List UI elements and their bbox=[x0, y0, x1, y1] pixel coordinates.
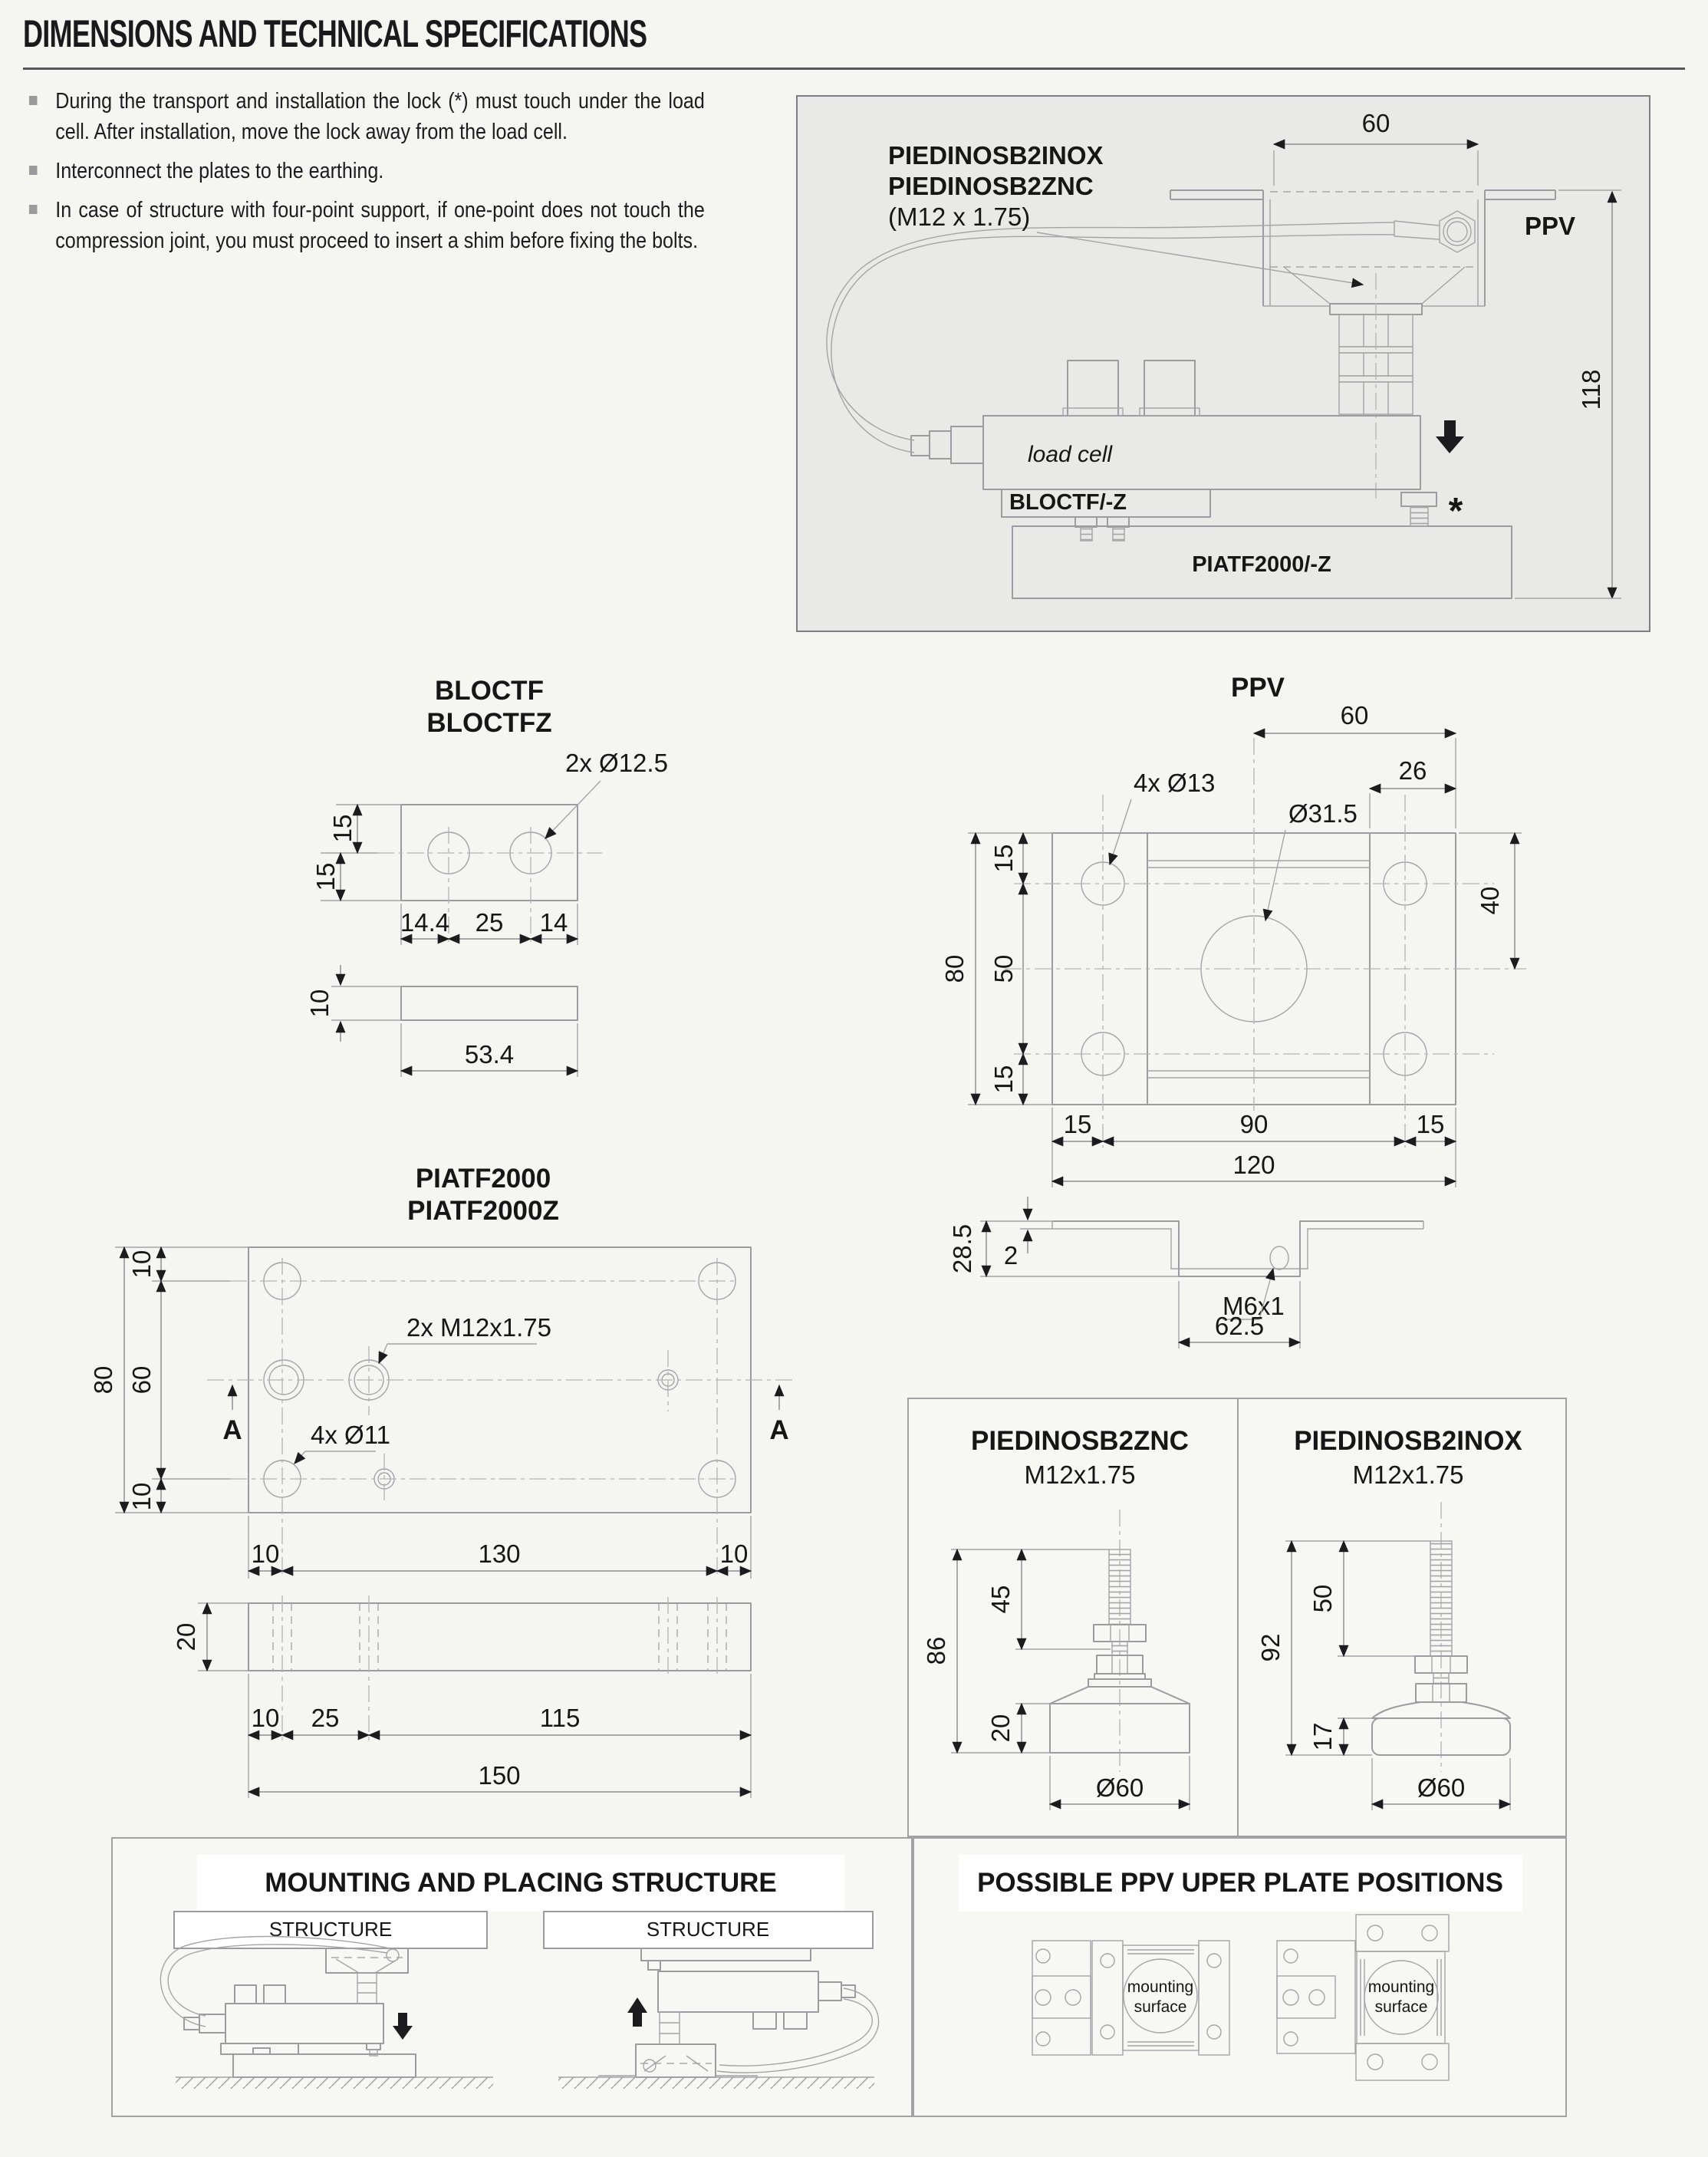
overview-product-label-1: PIEDINOSB2INOX bbox=[888, 141, 1104, 170]
foot-inox-dim-50: 50 bbox=[1308, 1584, 1337, 1613]
overview-piatf-label: PIATF2000/-Z bbox=[1192, 552, 1331, 577]
piatf-dim-10-top: 10 bbox=[127, 1250, 156, 1279]
bracket-thread-label: M6x1 bbox=[1223, 1292, 1285, 1320]
piatf-holes-label: 4x Ø11 bbox=[311, 1421, 390, 1449]
ppv-dim-15-top: 15 bbox=[989, 844, 1018, 873]
foot-znc-dim-45: 45 bbox=[986, 1585, 1015, 1614]
structure-label-right: STRUCTURE bbox=[646, 1918, 770, 1941]
foot-znc-dim-d60: Ø60 bbox=[1095, 1773, 1144, 1802]
ppv-bracket-side-view bbox=[948, 1197, 1423, 1349]
piatf-dim-130: 130 bbox=[478, 1540, 521, 1568]
bloctf-dim-25: 25 bbox=[475, 908, 504, 937]
ppv-title: PPV bbox=[1230, 673, 1285, 703]
piatf-side-dim-10: 10 bbox=[251, 1704, 280, 1732]
mounting-surface-label: mounting bbox=[1127, 1978, 1194, 1996]
foot-znc-dim-20: 20 bbox=[986, 1714, 1015, 1743]
piatf-drawing bbox=[89, 1164, 794, 1798]
mounting-title: MOUNTING AND PLACING STRUCTURE bbox=[265, 1868, 777, 1898]
bloctf-dim-15-top: 15 bbox=[328, 814, 357, 843]
piatf-side-dim-20: 20 bbox=[172, 1622, 200, 1652]
ppv-holes-label: 4x Ø13 bbox=[1134, 769, 1216, 797]
overview-ppv-label: PPV bbox=[1525, 212, 1576, 240]
piatf-dim-80: 80 bbox=[89, 1365, 117, 1395]
foot-znc-thread bbox=[1109, 1549, 1130, 1625]
piatf-side-dim-25: 25 bbox=[311, 1704, 340, 1732]
overview-assembly-drawing bbox=[827, 109, 1621, 598]
note-text: In case of structure with four-point support, if one-point does not touch the compression joint, you must proceed to insert a shim before fixing the bolts. bbox=[55, 198, 705, 253]
mounting-diagram-hanging bbox=[160, 1912, 493, 2089]
cable-eye-icon bbox=[1440, 211, 1475, 252]
ppv-dim-120: 120 bbox=[1232, 1151, 1275, 1179]
bloctf-dim-14-4: 14.4 bbox=[400, 908, 450, 937]
mounting-surface-circle bbox=[1364, 1961, 1438, 2034]
ppv-dim-60: 60 bbox=[1340, 701, 1369, 729]
bloctf-title-2: BLOCTFZ bbox=[426, 708, 552, 738]
foot-inox-dim-d60: Ø60 bbox=[1417, 1773, 1466, 1802]
piatf-side-dim-150: 150 bbox=[478, 1761, 521, 1790]
ppv-dim-90: 90 bbox=[1239, 1110, 1269, 1138]
foot-znc-drawing bbox=[922, 1426, 1190, 1810]
ppv-center-hole-label: Ø31.5 bbox=[1288, 799, 1358, 828]
foot-inox-subtitle: M12x1.75 bbox=[1352, 1461, 1464, 1489]
ppv-drawing bbox=[940, 673, 1526, 1187]
bracket-dim-62-5: 62.5 bbox=[1214, 1312, 1265, 1340]
piatf-thread-label: 2x M12x1.75 bbox=[406, 1313, 551, 1342]
foot-inox-title: PIEDINOSB2INOX bbox=[1294, 1426, 1522, 1456]
overview-product-label-2: PIEDINOSB2ZNC bbox=[888, 172, 1094, 200]
ppv-dim-15-right: 15 bbox=[1416, 1110, 1445, 1138]
overview-load-cell-label: load cell bbox=[1028, 442, 1113, 467]
position-diagram-vertical bbox=[1277, 1915, 1449, 2080]
mounting-surface-label: surface bbox=[1134, 1998, 1187, 2016]
load-direction-down-arrow-icon bbox=[1436, 420, 1464, 453]
note-text: During the transport and installation the lock (*) must touch under the load cell. After installation, move the lock away from the load cell. bbox=[55, 89, 705, 144]
position-diagram-horizontal bbox=[1032, 1941, 1229, 2055]
piatf-section-a-left: A bbox=[222, 1415, 242, 1445]
ppv-dim-15-bottom: 15 bbox=[989, 1065, 1018, 1094]
mounting-surface-circle bbox=[1124, 1959, 1197, 2033]
bloctf-dim-15-bottom: 15 bbox=[311, 862, 340, 891]
foot-znc-title: PIEDINOSB2ZNC bbox=[971, 1426, 1189, 1456]
overview-lock-marker: * bbox=[1448, 491, 1463, 532]
bracket-dim-2: 2 bbox=[1003, 1241, 1019, 1270]
overview-dim-60: 60 bbox=[1361, 109, 1390, 137]
bloctf-drawing bbox=[305, 676, 668, 1077]
cable-eye-icon bbox=[387, 1949, 399, 1961]
mounting-diagram-standing bbox=[544, 1912, 879, 2089]
positions-section bbox=[959, 1855, 1522, 2080]
overview-bloctf-label: BLOCTF/-Z bbox=[1009, 490, 1127, 515]
page-title: DIMENSIONS AND TECHNICAL SPECIFICATIONS bbox=[23, 12, 647, 55]
overview-thread-label: (M12 x 1.75) bbox=[888, 203, 1031, 231]
piatf-dim-10-bottom: 10 bbox=[127, 1482, 156, 1511]
ppv-dim-40: 40 bbox=[1476, 886, 1504, 915]
piatf-dim-10-left: 10 bbox=[251, 1540, 280, 1568]
foot-znc-dim-86: 86 bbox=[922, 1636, 950, 1665]
bloctf-title-1: BLOCTF bbox=[435, 676, 544, 706]
ppv-dim-50: 50 bbox=[989, 954, 1018, 983]
ppv-dim-15-left: 15 bbox=[1063, 1110, 1092, 1138]
ppv-dim-26: 26 bbox=[1398, 756, 1427, 785]
ppv-dim-80: 80 bbox=[940, 954, 969, 983]
bloctf-dim-14: 14 bbox=[539, 908, 568, 937]
piatf-side-view bbox=[248, 1603, 751, 1671]
up-arrow-icon bbox=[627, 1997, 647, 2027]
bloctf-dim-10: 10 bbox=[305, 989, 334, 1018]
foot-inox-thread bbox=[1430, 1541, 1452, 1656]
foot-inox-drawing bbox=[1256, 1426, 1522, 1810]
bracket-dim-28-5: 28.5 bbox=[948, 1223, 976, 1274]
positions-title: POSSIBLE PPV UPER PLATE POSITIONS bbox=[977, 1868, 1503, 1898]
piatf-title-1: PIATF2000 bbox=[415, 1164, 551, 1194]
piatf-dim-10-right: 10 bbox=[719, 1540, 749, 1568]
bloctf-side-view bbox=[401, 986, 578, 1020]
overview-dim-118: 118 bbox=[1577, 369, 1605, 410]
mounting-surface-label: surface bbox=[1374, 1998, 1428, 2016]
piatf-side-dim-115: 115 bbox=[539, 1704, 581, 1732]
piatf-section-a-right: A bbox=[769, 1415, 789, 1445]
piatf-title-2: PIATF2000Z bbox=[407, 1196, 559, 1226]
foot-inox-dim-17: 17 bbox=[1308, 1722, 1337, 1751]
structure-label-left: STRUCTURE bbox=[268, 1918, 393, 1941]
mounting-surface-label: mounting bbox=[1367, 1978, 1435, 1996]
foot-inox-dim-92: 92 bbox=[1256, 1633, 1285, 1662]
mounting-section bbox=[160, 1855, 878, 2089]
bloctf-holes-label: 2x Ø12.5 bbox=[565, 749, 668, 777]
cable-eye-icon bbox=[643, 2060, 656, 2072]
note-text: Interconnect the plates to the earthing. bbox=[55, 159, 384, 183]
bloctf-dim-53-4: 53.4 bbox=[464, 1040, 515, 1069]
down-arrow-icon bbox=[393, 2013, 413, 2040]
piatf-dim-60: 60 bbox=[127, 1365, 156, 1395]
foot-znc-subtitle: M12x1.75 bbox=[1024, 1461, 1136, 1489]
